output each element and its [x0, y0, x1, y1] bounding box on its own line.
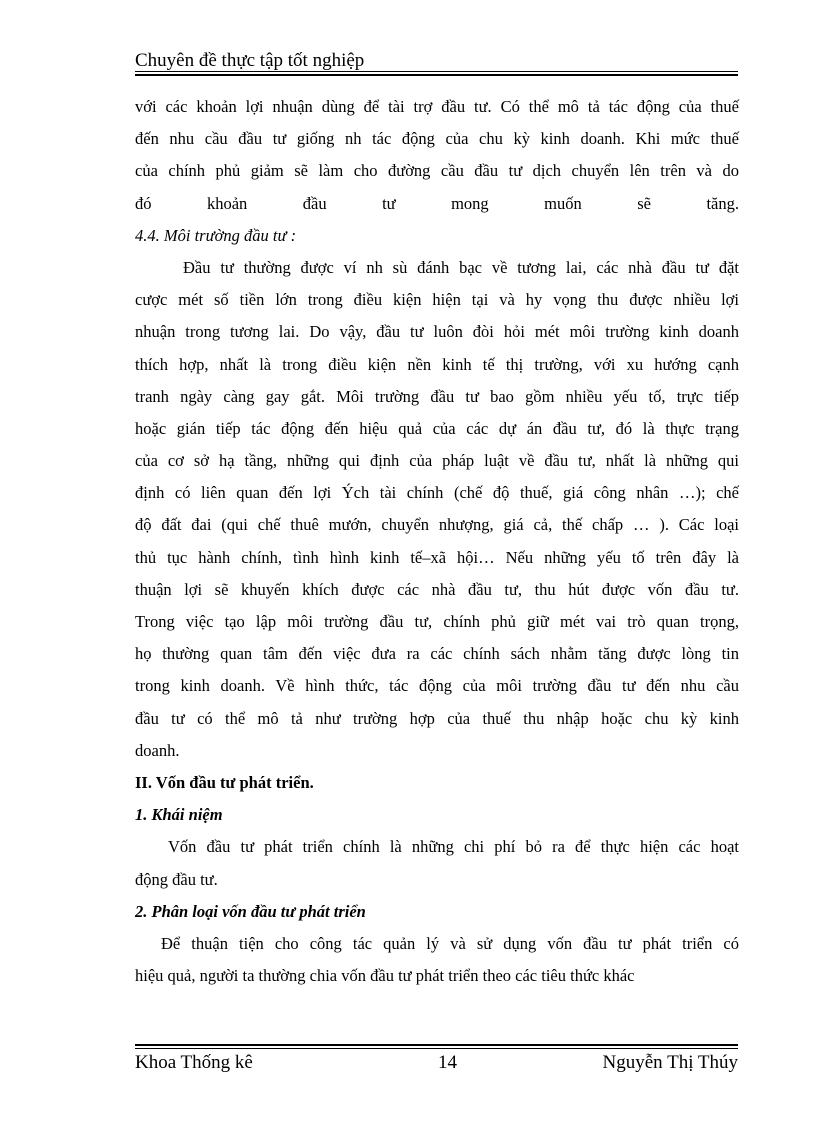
- body-line: trong kinh doanh. Về hình thức, tác động của môi trường đầu tư đến nhu cầu: [135, 676, 739, 696]
- body-line: cược mét số tiền lớn trong điều kiện hiện tại và hy vọng thu được nhiều lợi: [135, 290, 739, 310]
- body-line: họ thường quan tâm đến việc đưa ra các chính sách nhằm tăng được lòng tin: [135, 644, 739, 664]
- header-rule-thick: [135, 74, 738, 76]
- body-line: Để thuận tiện cho công tác quản lý và sử dụng vốn đầu tư phát triển có: [161, 933, 739, 953]
- body-line: đến nhu cầu đầu tư giống nh tác động của chu kỳ kinh doanh. Khi mức thuế: [135, 129, 739, 149]
- body-line: hoặc gián tiếp tác động đến hiệu quả của các dự án đầu tư, đó là thực trạng: [135, 418, 739, 438]
- body-line: thuận lợi sẽ khuyến khích được các nhà đầu tư, thu hút được vốn đầu tư.: [135, 579, 739, 599]
- body-line: định có liên quan đến lợi Ých tài chính (chế độ thuế, giá công nhân …); chế: [135, 483, 739, 503]
- body-line: đầu tư có thể mô tả như trường hợp của thuế thu nhập hoặc chu kỳ kinh: [135, 708, 739, 728]
- body-line: thủ tục hành chính, tình hình kinh tế–xã hội… Nếu những yếu tố trên đây là: [135, 547, 739, 567]
- body-line: của cơ sở hạ tầng, những qui định của pháp luật về đầu tư, nhất là những qui: [135, 451, 739, 471]
- footer-author: Nguyễn Thị Thúy: [602, 1052, 738, 1073]
- subheading-1: 1. Khái niệm: [135, 805, 223, 825]
- header-rule-thin: [135, 71, 738, 73]
- body-line: Vốn đầu tư phát triển chính là những chi phí bỏ ra để thực hiện các hoạt: [168, 837, 739, 857]
- section-heading-II: II. Vốn đầu tư phát triển.: [135, 772, 314, 792]
- body-line: động đầu tư.: [135, 869, 218, 889]
- footer-department: Khoa Thống kê: [135, 1052, 253, 1073]
- body-line: đó khoản đầu tư mong muốn sẽ tăng.: [135, 193, 739, 213]
- body-line: hiệu quả, người ta thường chia vốn đầu tư phát triển theo các tiêu thức khác: [135, 966, 635, 986]
- body-line: Trong việc tạo lập môi trường đầu tư, chính phủ giữ mét vai trò quan trọng,: [135, 612, 739, 631]
- body-line: doanh.: [135, 740, 180, 760]
- body-line: tranh ngày càng gay gắt. Môi trường đầu tư bao gồm nhiều yếu tố, trực tiếp: [135, 386, 739, 406]
- subheading-2: 2. Phân loại vốn đầu tư phát triển: [135, 901, 366, 921]
- body-line: thích hợp, nhất là trong điều kiện nền kinh tế thị trường, với xu hướng cạnh: [135, 354, 739, 374]
- body-line: nhuận trong tương lai. Do vậy, đầu tư luôn đòi hỏi mét môi trường kinh doanh: [135, 322, 739, 342]
- footer-rule-thick: [135, 1044, 738, 1046]
- footer-rule-thin: [135, 1048, 738, 1049]
- header-title: Chuyên đề thực tập tốt nghiệp: [135, 50, 365, 71]
- page-footer: [135, 1052, 738, 1076]
- body-line: Đầu tư thường được ví nh sù đánh bạc về tương lai, các nhà đầu tư đặt: [183, 257, 739, 277]
- body-line: với các khoản lợi nhuận dùng để tài trợ đầu tư. Có thể mô tả tác động của thuế: [135, 97, 739, 116]
- document-body: [135, 91, 739, 992]
- section-heading-4-4: 4.4. Môi trường đầu tư :: [135, 225, 297, 245]
- page-number: 14: [438, 1052, 457, 1073]
- body-line: của chính phủ giảm sẽ làm cho đường cầu đầu tư dịch chuyển lên trên và do: [135, 161, 739, 181]
- body-line: độ đất đai (qui chế thuê mướn, chuyển nhượng, giá cả, thế chấp … ). Các loại: [135, 515, 739, 535]
